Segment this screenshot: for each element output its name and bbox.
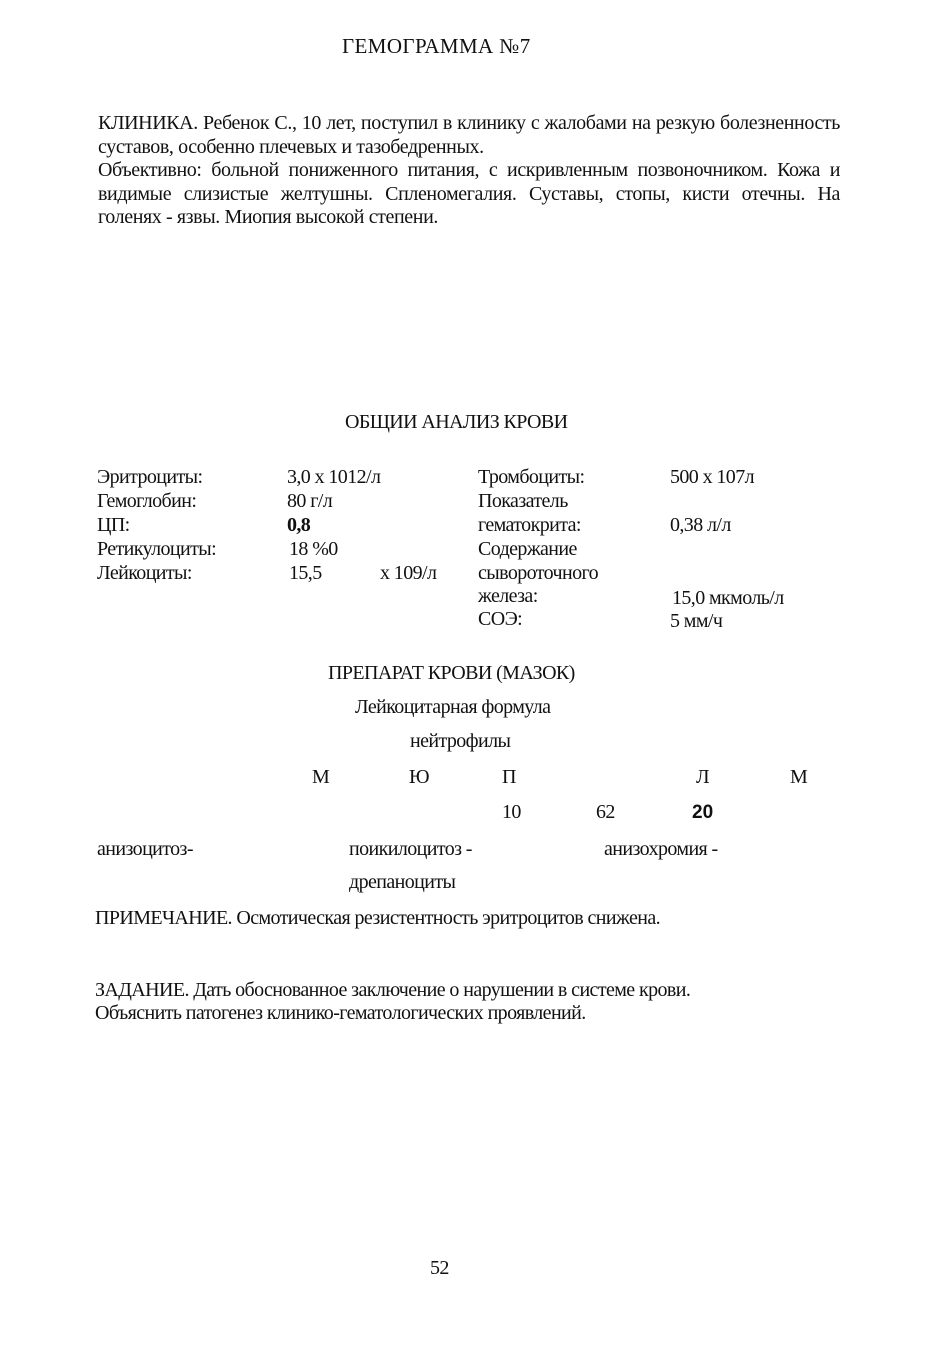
col-metamyelocytes: Ю <box>409 766 429 788</box>
reticulocytes-value: 18 %0 <box>289 538 338 560</box>
poikilocytosis-label: поикилоцитоз - <box>349 838 472 860</box>
clinic-complaints: КЛИНИКА. Ребенок С., 10 лет, поступил в клинику с жалобами на резкую болезненность суставов, особенно плечевых и тазобедренных. <box>98 112 840 158</box>
col-band: П <box>502 766 516 788</box>
value-band: 10 <box>502 801 521 823</box>
note: ПРИМЕЧАНИЕ. Осмотическая резистентность эритроцитов снижена. <box>95 907 661 929</box>
iron-label-3: железа: <box>478 585 538 607</box>
iron-label-1: Содержание <box>478 538 577 560</box>
value-lymphocytes: 20 <box>692 802 714 823</box>
smear-heading: ПРЕПАРАТ КРОВИ (МАЗОК) <box>328 662 575 684</box>
hematocrit-value: 0,38 л/л <box>670 514 731 536</box>
value-segmented: 62 <box>596 801 615 823</box>
drepanocytes-label: дрепаноциты <box>349 871 456 893</box>
rbc-value: 3,0 х 1012/л <box>287 466 381 488</box>
esr-value: 5 мм/ч <box>670 610 723 632</box>
hemoglobin-value: 80 г/л <box>287 490 333 512</box>
color-index-label: ЦП: <box>97 514 130 536</box>
task-line-1: ЗАДАНИЕ. Дать обоснованное заключение о нарушении в системе крови. <box>95 979 691 1001</box>
platelets-value: 500 х 107л <box>670 466 754 488</box>
iron-label-2: сывороточного <box>478 562 598 584</box>
platelets-label: Тромбоциты: <box>478 466 585 488</box>
anisocytosis-label: анизоцитоз- <box>97 838 193 860</box>
leukocytes-unit: х 109/л <box>380 562 437 584</box>
reticulocytes-label: Ретикулоциты: <box>97 538 217 560</box>
page-number: 52 <box>430 1257 449 1279</box>
clinic-objective: Объективно: больной пониженного питания, с искривленным позвоночником. Кожа и видимые слизистые желтушны. Спленомегалия. Суставы, стопы, кисти отечны. На голенях - язвы. Миопия высокой степени. <box>98 159 840 228</box>
leukocytes-label: Лейкоциты: <box>97 562 192 584</box>
task-line-2: Объяснить патогенез клинико-гематологических проявлений. <box>95 1002 586 1024</box>
hematocrit-label-2: гематокрита: <box>478 514 581 536</box>
neutrophils-heading: нейтрофилы <box>410 730 511 752</box>
clinic-section <box>98 112 840 230</box>
rbc-label: Эритроциты: <box>97 466 203 488</box>
analysis-heading: ОБЩИИ АНАЛИЗ КРОВИ <box>345 411 568 433</box>
esr-label: СОЭ: <box>478 608 523 630</box>
col-monocytes: М <box>790 766 808 788</box>
leukocyte-formula-heading: Лейкоцитарная формула <box>355 696 551 718</box>
leukocytes-value: 15,5 <box>289 562 322 584</box>
hemoglobin-label: Гемоглобин: <box>97 490 197 512</box>
page-title: ГЕМОГРАММА №7 <box>342 34 531 58</box>
iron-value: 15,0 мкмоль/л <box>672 587 784 609</box>
hematocrit-label-1: Показатель <box>478 490 568 512</box>
anisochromia-label: анизохромия - <box>604 838 718 860</box>
color-index-value: 0,8 <box>287 514 311 536</box>
col-lymphocytes: Л <box>696 766 709 788</box>
col-myelocytes: М <box>312 766 330 788</box>
